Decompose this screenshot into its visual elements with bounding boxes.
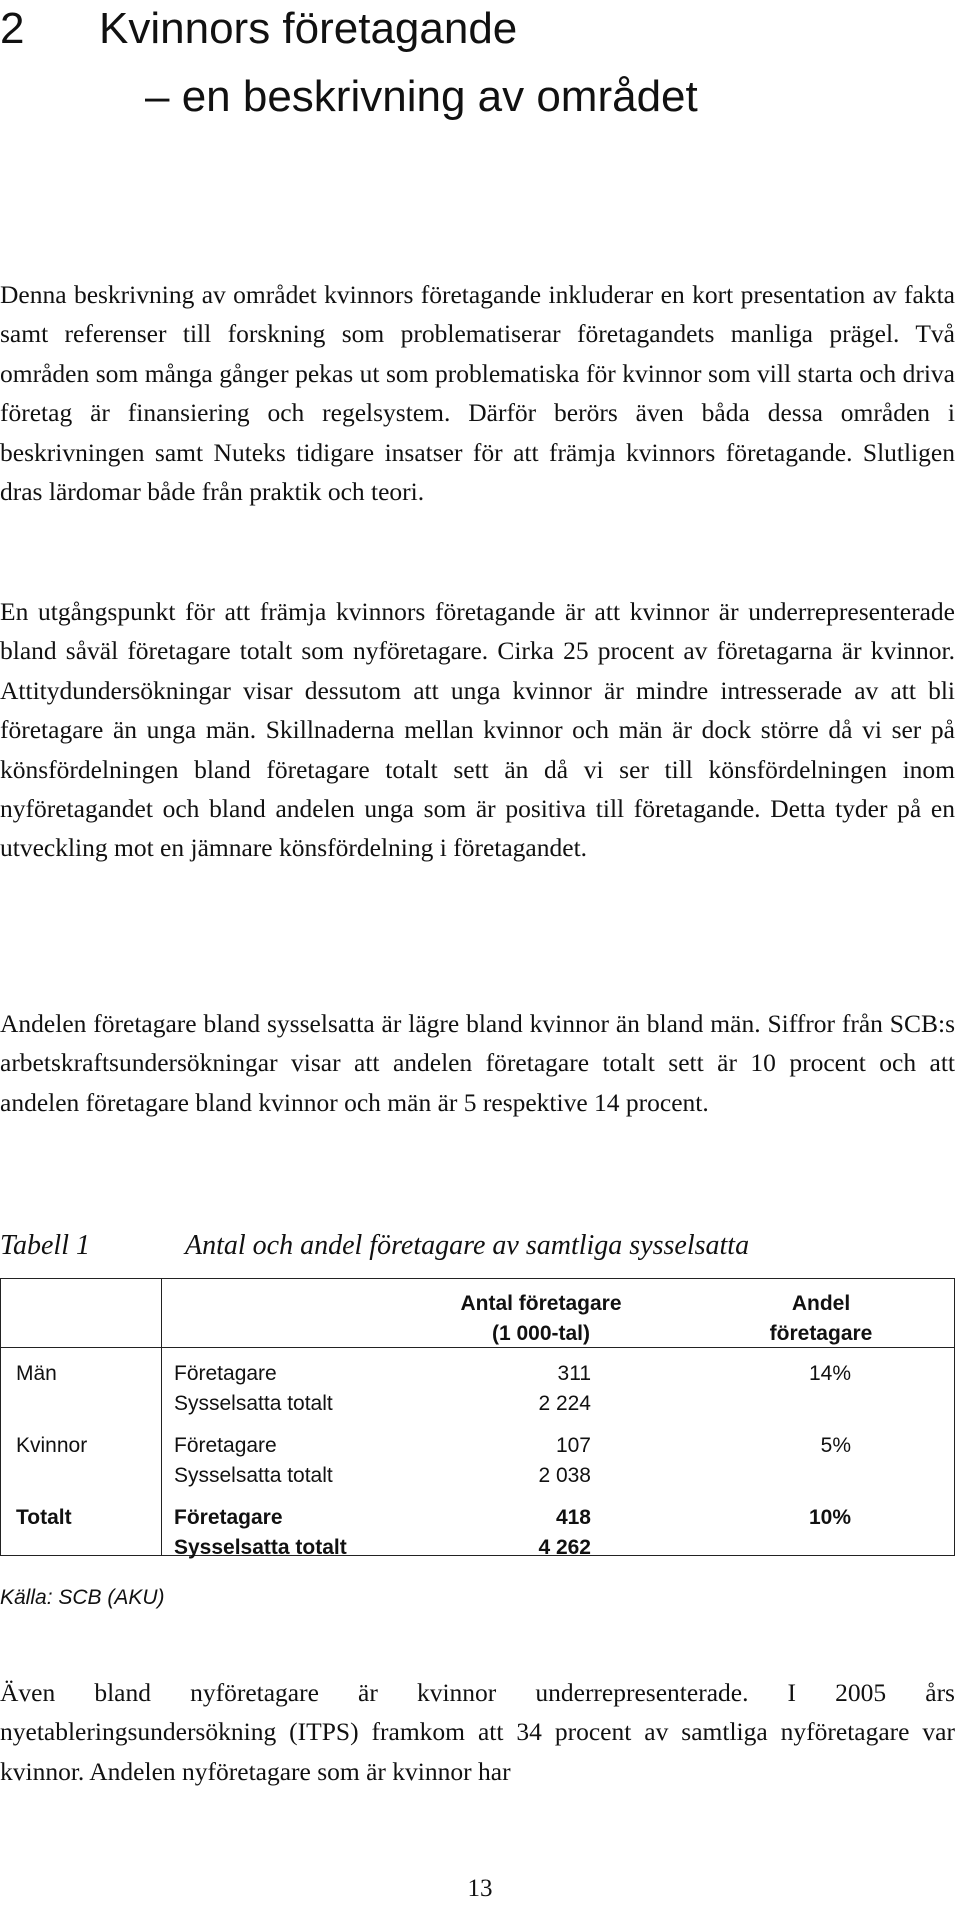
row-label-1: Företagare (174, 1506, 283, 1529)
row-count-1: 311 (557, 1362, 591, 1385)
header-count-line-2: (1 000-tal) (491, 1322, 591, 1345)
header-count-line-1: Antal företagare (460, 1292, 622, 1315)
header-share-line-1: Andel (791, 1292, 851, 1315)
body-paragraph-2: En utgångspunkt för att främja kvinnors företagande är att kvinnor är underrepresenterade bland såväl företagare totalt som nyföretagare. Cirka 25 procent av företagarna är kvinnor. Attitydundersökningar visar dessutom att unga kvinnor är mindre intresserade av att bli företagare än unga män. Skillnaderna mellan kvinnor och män är dock större då vi ser på könsfördelningen bland företagare totalt sett än då vi ser till könsfördelningen inom nyföretagandet och bland andelen unga som är positiva till företagande. Detta tyder på en utveckling mot en jämnare könsfördelning i företagandet. (0, 597, 955, 863)
row-labels (174, 1503, 347, 1563)
row-label-1: Företagare (174, 1362, 277, 1385)
row-group: Kvinnor (16, 1434, 88, 1457)
chapter-number: 2 (0, 4, 25, 53)
header-share (721, 1289, 921, 1349)
row-count-1: 418 (555, 1506, 591, 1529)
row-label-1: Företagare (174, 1434, 277, 1457)
row-labels (174, 1359, 333, 1419)
table-row (1, 1431, 954, 1493)
row-share: 5% (820, 1434, 851, 1457)
row-group: Män (16, 1362, 57, 1385)
chapter-title-line-1: Kvinnors företagande (99, 4, 518, 53)
row-counts (471, 1503, 591, 1563)
row-counts (471, 1431, 591, 1491)
table-title: Antal och andel företagare av samtliga sysselsatta (185, 1230, 750, 1261)
row-count-2: 2 224 (538, 1392, 591, 1415)
table-source: Källa: SCB (AKU) (0, 1586, 165, 1609)
chapter-title-line-2: – en beskrivning av området (145, 72, 698, 121)
row-label-2: Sysselsatta totalt (174, 1392, 333, 1415)
row-count-2: 4 262 (538, 1536, 591, 1559)
table-row (1, 1359, 954, 1421)
body-paragraph-3: Andelen företagare bland sysselsatta är lägre bland kvinnor än bland män. Siffror från SCB:s arbetskraftsundersökningar visar att andelen företagare totalt sett är 10 procent och att andelen företagare bland kvinnor och män är 5 respektive 14 procent. (0, 1009, 955, 1117)
row-count-2: 2 038 (538, 1464, 591, 1487)
row-counts (471, 1359, 591, 1419)
header-share-line-2: företagare (769, 1322, 873, 1345)
row-share: 14% (808, 1362, 851, 1385)
row-label-2: Sysselsatta totalt (174, 1464, 333, 1487)
body-paragraph-4: Även bland nyföretagare är kvinnor underrepresenterade. I 2005 års nyetableringsundersökning (ITPS) framkom att 34 procent av samtliga nyföretagare var kvinnor. Andelen nyföretagare som är kvinnor har (0, 1678, 955, 1786)
row-share: 10% (808, 1506, 851, 1529)
body-paragraph-1: Denna beskrivning av området kvinnors företagande inkluderar en kort presentation av fakta samt referenser till forskning som problematiserar företagandets manliga prägel. Två områden som många gånger pekas ut som problematiska för kvinnor som vill starta och driva företag är finansiering och regelsystem. Därför berörs även båda dessa områden i beskrivningen samt Nuteks tidigare insatser för att främja kvinnors företagande. Slutligen dras lärdomar både från praktik och teori. (0, 280, 955, 507)
data-table (0, 1278, 955, 1559)
row-count-1: 107 (555, 1434, 591, 1457)
row-labels (174, 1431, 333, 1491)
header-count (421, 1289, 661, 1349)
row-label-2: Sysselsatta totalt (174, 1536, 347, 1559)
table-row-total (1, 1503, 954, 1565)
row-group: Totalt (16, 1506, 72, 1529)
page-number: 13 (467, 1875, 493, 1902)
table-label: Tabell 1 (0, 1230, 90, 1261)
